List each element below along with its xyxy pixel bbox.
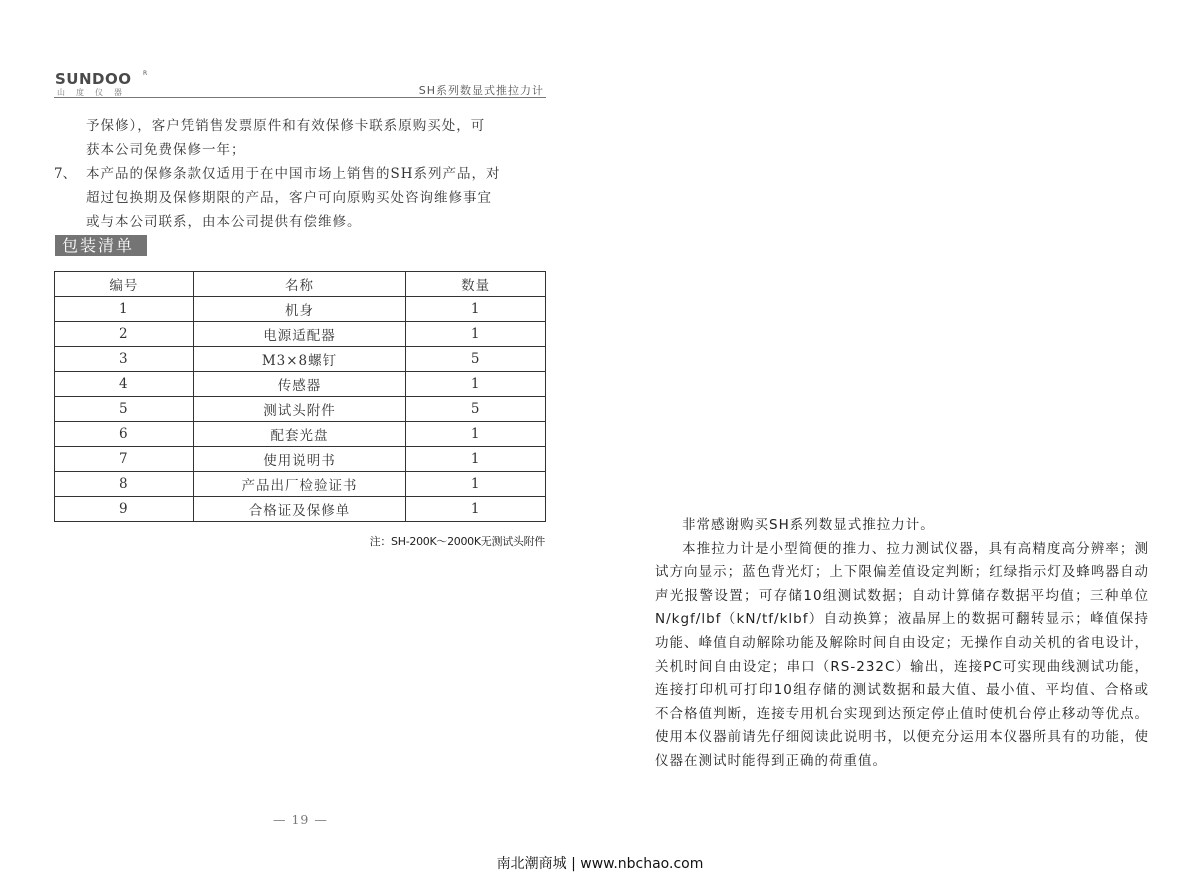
- logo-subtitle: 山度仪器: [57, 88, 133, 97]
- cell-number: 7: [55, 447, 194, 472]
- cell-quantity: 5: [406, 397, 546, 422]
- logo-wordmark: SUNDOO: [55, 70, 132, 88]
- table-row: [55, 372, 546, 397]
- cell-number: 9: [55, 497, 194, 522]
- cell-number: 8: [55, 472, 194, 497]
- cell-quantity: 1: [406, 472, 546, 497]
- product-introduction: [655, 514, 1149, 774]
- cell-name: M3×8螺钉: [193, 347, 406, 372]
- cell-quantity: 1: [406, 497, 546, 522]
- table-row: [55, 322, 546, 347]
- cell-name: 合格证及保修单: [193, 497, 406, 522]
- table-row: [55, 347, 546, 372]
- table-row: [55, 297, 546, 322]
- cell-number: 3: [55, 347, 194, 372]
- cell-number: 2: [55, 322, 194, 347]
- cell-number: 4: [55, 372, 194, 397]
- column-header-number: 编号: [55, 272, 194, 297]
- warranty-item-7: [86, 162, 548, 234]
- cell-quantity: 1: [406, 322, 546, 347]
- cell-name: 产品出厂检验证书: [193, 472, 406, 497]
- header-title: SH系列数显式推拉力计: [418, 84, 544, 97]
- cell-number: 6: [55, 422, 194, 447]
- table-row: [55, 447, 546, 472]
- cell-quantity: 1: [406, 297, 546, 322]
- column-header-quantity: 数量: [406, 272, 546, 297]
- table-row: [55, 422, 546, 447]
- text-line: 或与本公司联系，由本公司提供有偿维修。: [86, 214, 362, 230]
- cell-name: 测试头附件: [193, 397, 406, 422]
- page-number: — 19 —: [273, 812, 328, 827]
- packing-list-table: [54, 271, 546, 522]
- cell-name: 机身: [193, 297, 406, 322]
- cell-quantity: 1: [406, 447, 546, 472]
- table-row: [55, 497, 546, 522]
- column-header-name: 名称: [193, 272, 406, 297]
- cell-quantity: 1: [406, 372, 546, 397]
- warranty-paragraph-continued: [86, 114, 548, 162]
- site-footer: 南北潮商城 | www.nbchao.com: [496, 856, 704, 872]
- table-row: [55, 397, 546, 422]
- brand-logo: [55, 70, 175, 96]
- text-line: 予保修），客户凭销售发票原件和有效保修卡联系原购买处，可: [86, 118, 486, 134]
- cell-name: 电源适配器: [193, 322, 406, 347]
- table-footnote: 注：SH-200K～2000K无测试头附件: [369, 535, 545, 548]
- cell-number: 1: [55, 297, 194, 322]
- table-row: [55, 472, 546, 497]
- cell-quantity: 5: [406, 347, 546, 372]
- cell-quantity: 1: [406, 422, 546, 447]
- table-header-row: [55, 272, 546, 297]
- item-number-7: 7、: [54, 166, 77, 182]
- section-title-packing-list: 包装清单: [55, 235, 147, 256]
- cell-name: 配套光盘: [193, 422, 406, 447]
- cell-number: 5: [55, 397, 194, 422]
- text-line: 获本公司免费保修一年；: [86, 142, 246, 158]
- cell-name: 传感器: [193, 372, 406, 397]
- registered-mark: R: [143, 70, 148, 77]
- intro-body: 本推拉力计是小型简便的推力、拉力测试仪器，具有高精度高分辨率；测试方向显示；蓝色背光灯；上下限偏差值设定判断；红绿指示灯及蜂鸣器自动声光报警设置；可存储10组测试数据；自动计算储存数据平均值；三种单位N/kgf/lbf（kN/tf/klbf）自动换算；液晶屏上的数据可翻转显示；峰值保持功能、峰值自动解除功能及解除时间自由设定；无操作自动关机的省电设计，关机时间自由设定；串口（RS-232C）输出，连接PC可实现曲线测试功能，连接打印机可打印10组存储的测试数据和最大值、最小值、平均值、合格或不合格值判断，连接专用机台实现到达预定停止值时使机台停止移动等优点。使用本仪器前请先仔细阅读此说明书，以便充分运用本仪器所具有的功能，使仪器在测试时能得到正确的荷重值。: [655, 540, 1149, 769]
- header-divider: [54, 97, 546, 98]
- intro-thanks: 非常感谢购买SH系列数显式推拉力计。: [682, 517, 935, 533]
- text-line: 本产品的保修条款仅适用于在中国市场上销售的SH系列产品，对: [86, 166, 501, 182]
- cell-name: 使用说明书: [193, 447, 406, 472]
- text-line: 超过包换期及保修期限的产品，客户可向原购买处咨询维修事宜: [86, 190, 492, 206]
